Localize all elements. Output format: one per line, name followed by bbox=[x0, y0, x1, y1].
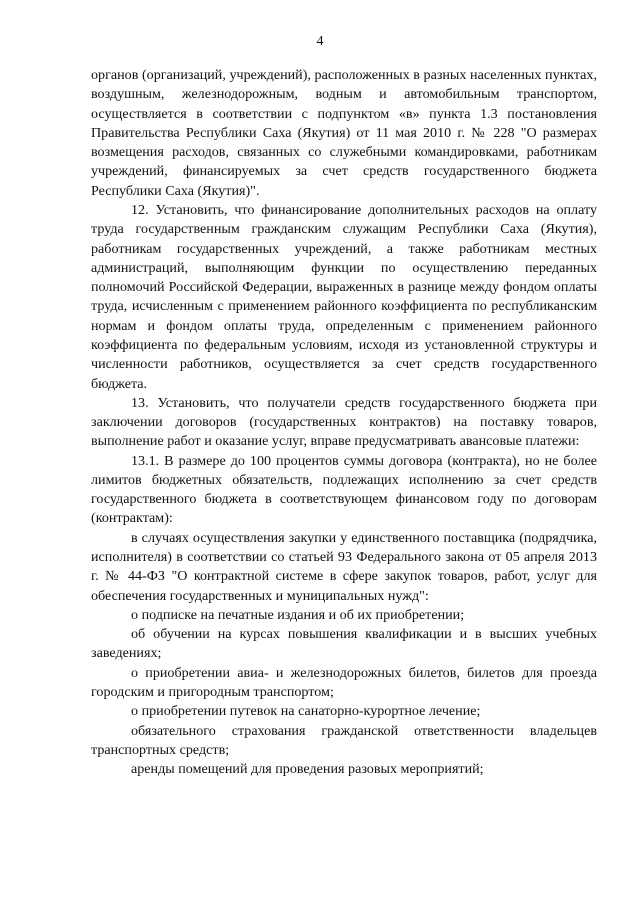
list-item-insurance: обязательного страхования гражданской ответственности владельцев транспортных средств; bbox=[91, 722, 597, 758]
page-number: 4 bbox=[316, 34, 324, 49]
list-item-training: об обучении на курсах повышения квалификации и в высших учебных заведениях; bbox=[91, 626, 597, 662]
paragraph-item-13: 13. Установить, что получатели средств государственного бюджета при заключении договоров (государственных контрактов) на поставку товаров, выполнение работ и оказание услуг, вправе предусматривать авансовые платежи: bbox=[91, 394, 597, 450]
list-item-rent: аренды помещений для проведения разовых мероприятий; bbox=[131, 761, 484, 778]
list-item-vouchers: о приобретении путевок на санаторно-курортное лечение; bbox=[131, 703, 481, 720]
list-item-tickets: о приобретении авиа- и железнодорожных билетов, билетов для проезда городским и пригородным транспортом; bbox=[91, 664, 597, 700]
paragraph-continuation: органов (организаций, учреждений), расположенных в разных населенных пунктах, воздушным, железнодорожным, водным и автомобильным транспортом, осуществляется в соответствии с подпунктом «в» пункта 1.3 постановления Правительства Республики Саха (Якутия) от 11 мая 2010 г. № 228 "О размерах возмещения расходов, связанных со служебными командировками, работникам учреждений, финансируемых за счет средств государственного бюджета Республики Саха (Якутия)". bbox=[91, 67, 597, 199]
document-body bbox=[91, 66, 597, 779]
paragraph-item-13-1: 13.1. В размере до 100 процентов суммы договора (контракта), но не более лимитов бюджетных обязательств, подлежащих исполнению за счет средств государственного бюджета в соответствующем финансовом году по договорам (контрактам): bbox=[91, 452, 597, 527]
paragraph-single-supplier: в случаях осуществления закупки у единственного поставщика (подрядчика, исполнителя) в соответствии со статьей 93 Федерального закона от 05 апреля 2013 г. № 44-ФЗ "О контрактной системе в сфере закупок товаров, работ, услуг для обеспечения государственных и муниципальных нужд": bbox=[91, 529, 597, 604]
list-item-subscription: о подписке на печатные издания и об их приобретении; bbox=[131, 606, 465, 623]
paragraph-item-12: 12. Установить, что финансирование дополнительных расходов на оплату труда государственным гражданским служащим Республики Саха (Якутия), работникам государственных учреждений, а также работникам местных администраций, выполняющим функции по осуществлению переданных полномочий Российской Федерации, выраженных в разнице между фондом оплаты труда, исчисленным с применением районного коэффициента по республиканским нормам и фондом оплаты труда, определенным с применением районного коэффициента по федеральным условиям, исходя из установленной структуры и численности работников, осуществляется за счет средств государственного бюджета. bbox=[91, 201, 597, 392]
